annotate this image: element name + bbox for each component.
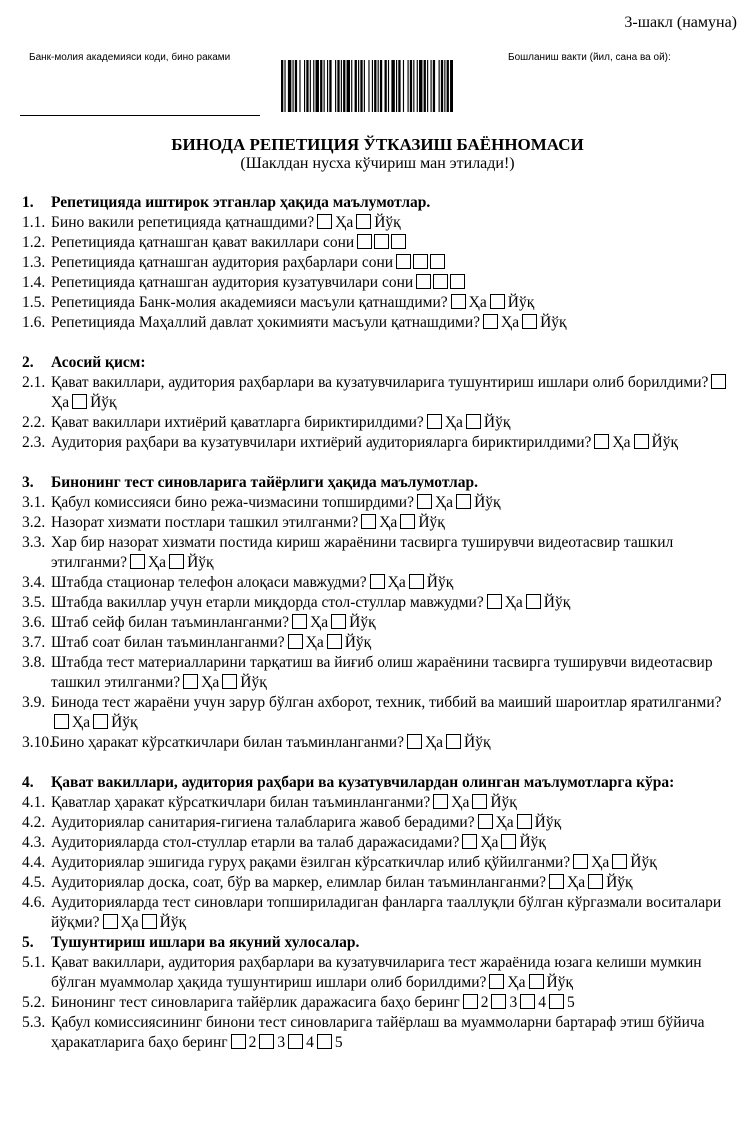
no-label: Йўқ xyxy=(490,794,517,811)
question-number: 1.1. xyxy=(22,214,46,231)
no-checkbox[interactable] xyxy=(490,294,505,309)
question-number: 1.4. xyxy=(22,274,46,291)
no-checkbox[interactable] xyxy=(327,634,342,649)
no-label: Йўқ xyxy=(540,314,567,331)
yes-checkbox[interactable] xyxy=(54,714,69,729)
question-text: Аудиторияларда стол-стуллар етарли ва талаб даражасидами? xyxy=(51,834,460,851)
question-item xyxy=(22,313,738,333)
barcode-bar xyxy=(316,60,319,112)
yes-label: Ҳа xyxy=(495,814,514,831)
barcode-bar xyxy=(337,60,339,112)
barcode-bar xyxy=(374,60,376,112)
question-text: Бино ҳаракат кўрсаткичлари билан таъминланганми? xyxy=(51,734,404,751)
barcode-bar xyxy=(284,60,285,112)
no-checkbox[interactable] xyxy=(356,214,371,229)
question-item xyxy=(22,793,738,813)
question-text: Аудиториялар санитария-гигиена талабларига жавоб берадими? xyxy=(51,814,475,831)
question-text: Аудитория раҳбари ва кузатувчилари ихтиёрий аудиторияларга бириктирилдими? xyxy=(51,434,592,451)
question-item xyxy=(22,613,738,633)
barcode-bar xyxy=(347,60,350,112)
no-label: Йўқ xyxy=(374,214,401,231)
barcode-bar xyxy=(358,60,359,112)
barcode-bar xyxy=(447,60,449,112)
question-text: Штабда вакиллар учун етарли миқдорда стол-стуллар мавжудми? xyxy=(51,594,484,611)
question-item xyxy=(22,1013,738,1053)
question-item xyxy=(22,813,738,833)
barcode-bar xyxy=(410,60,412,112)
yes-label: Ҳа xyxy=(434,494,454,511)
barcode-bar xyxy=(419,60,422,112)
yes-checkbox[interactable] xyxy=(288,634,303,649)
yes-checkbox[interactable] xyxy=(427,414,442,429)
no-label: Йўқ xyxy=(349,614,376,631)
section-title-text: Репетицияда иштирок этганлар ҳақида маълумотлар. xyxy=(51,194,431,211)
barcode-bar xyxy=(403,60,404,112)
section-title-text: Тушунтириш ишлари ва якуний хулосалар. xyxy=(51,934,360,951)
no-label: Йўқ xyxy=(426,574,454,591)
question-number: 3.4. xyxy=(22,574,46,591)
rating-label: 4 xyxy=(538,994,546,1011)
section-title xyxy=(22,193,738,213)
question-number: 2.1. xyxy=(22,374,46,391)
yes-checkbox[interactable] xyxy=(462,834,477,849)
question-item xyxy=(22,213,738,233)
count-input-boxes xyxy=(354,234,409,251)
question-item xyxy=(22,573,738,593)
question-text: Аудиториялар доска, соат, бўр ва маркер, елимлар билан таъминланганми? xyxy=(51,874,546,891)
question-text: Штабда тест материалларини тарқатиш ва йиғиб олиш жараёнини тасвирга туширувчи видеотасвир ташкил этилганми? xyxy=(51,654,713,691)
question-item xyxy=(22,733,738,753)
rating-checkbox[interactable] xyxy=(288,1034,303,1049)
yes-label: Ҳа xyxy=(424,734,444,751)
barcode-bar xyxy=(299,60,300,112)
question-item xyxy=(22,233,738,253)
rating-checkbox[interactable] xyxy=(231,1034,246,1049)
no-label: Йўқ xyxy=(90,394,117,411)
barcode-bar xyxy=(388,60,389,112)
question-item xyxy=(22,993,738,1013)
question-number: 5.3. xyxy=(22,1014,46,1031)
question-text: Репетицияда Банк-молия академияси масъули қатнашдими? xyxy=(51,294,448,311)
yes-label: Ҳа xyxy=(387,574,406,591)
section-spacer xyxy=(22,333,738,353)
question-text: Штаб соат билан таъминланганми? xyxy=(51,634,285,651)
barcode-bar xyxy=(408,60,409,112)
rating-checkbox[interactable] xyxy=(317,1034,332,1049)
section-title-text: Асосий қисм: xyxy=(51,354,146,371)
rating-label: 3 xyxy=(509,994,518,1011)
yes-checkbox[interactable] xyxy=(183,674,198,689)
barcode-bar xyxy=(364,60,365,112)
barcode-bar xyxy=(351,60,352,112)
yes-checkbox[interactable] xyxy=(292,614,307,629)
question-item xyxy=(22,513,738,533)
barcode-bar xyxy=(295,60,297,112)
question-text: Назорат хизмати постлари ташкил этилганми? xyxy=(51,514,359,531)
no-label: Йўқ xyxy=(111,714,138,731)
no-checkbox[interactable] xyxy=(529,974,544,989)
question-item xyxy=(22,533,738,573)
barcode-bar xyxy=(413,60,414,112)
question-item xyxy=(22,633,738,653)
no-label: Йўқ xyxy=(546,974,573,991)
section-title xyxy=(22,353,738,373)
yes-label: Ҳа xyxy=(120,914,139,931)
barcode-bar xyxy=(293,60,294,112)
question-text: Хар бир назорат хизмати постида кириш жараёнини тасвирга туширувчи видеотасвир ташкил этилганми? xyxy=(51,534,674,571)
barcode-bar xyxy=(424,60,426,112)
no-label: Йўқ xyxy=(187,554,214,571)
question-number: 3.5. xyxy=(22,594,46,611)
yes-label: Ҳа xyxy=(310,614,329,631)
yes-label: Ҳа xyxy=(201,674,220,691)
rating-label: 5 xyxy=(334,1034,343,1051)
barcode-bar xyxy=(441,60,443,112)
no-checkbox[interactable] xyxy=(400,514,415,529)
yes-label: Ҳа xyxy=(305,634,324,651)
yes-checkbox[interactable] xyxy=(487,594,502,609)
count-digit-box[interactable] xyxy=(396,254,411,269)
barcode-bar xyxy=(433,60,435,112)
question-number: 5.1. xyxy=(22,954,46,971)
question-number: 4.6. xyxy=(22,894,46,911)
barcode-bar xyxy=(391,60,394,112)
rating-checkbox[interactable] xyxy=(549,994,564,1009)
rating-label: 2 xyxy=(248,1034,257,1051)
question-text: Бинода тест жараёни учун зарур бўлган ахборот, техник, тиббий ва маиший шароитлар яратилганми? xyxy=(51,694,722,711)
no-label: Йўқ xyxy=(507,294,535,311)
question-item xyxy=(22,953,738,993)
yes-checkbox[interactable] xyxy=(130,554,145,569)
yes-checkbox[interactable] xyxy=(433,794,448,809)
question-number: 3.2. xyxy=(22,514,46,531)
yes-checkbox[interactable] xyxy=(594,434,609,449)
start-time-label: Бошланиш вакти (йил, сана ва ой): xyxy=(508,52,671,63)
section-title-text: Бинонинг тест синовларига тайёрлиги ҳақида маълумотлар. xyxy=(51,474,478,491)
question-text: Штабда стационар телефон алоқаси мавжудми? xyxy=(51,574,367,591)
question-text: Қават вакиллари ихтиёрий қаватларга бириктирилдими? xyxy=(51,414,424,431)
yes-checkbox[interactable] xyxy=(573,854,588,869)
yes-label: Ҳа xyxy=(72,714,91,731)
count-digit-box[interactable] xyxy=(413,254,428,269)
barcode-bar xyxy=(431,60,432,112)
barcode-bar xyxy=(327,60,328,112)
section-number: 5. xyxy=(22,934,34,951)
question-number: 3.6. xyxy=(22,614,46,631)
question-number: 2.2. xyxy=(22,414,46,431)
question-number: 2.3. xyxy=(22,434,46,451)
barcode-bar xyxy=(450,60,453,112)
barcode-bar xyxy=(385,60,387,112)
yes-label: Ҳа xyxy=(507,974,526,991)
question-text: Қабул комиссиясининг бинони тест синовларига тайёрлаш ва муаммоларни бартараф этиш бўйича ҳаракатларига баҳо беринг xyxy=(51,1014,705,1051)
barcode-bar xyxy=(343,60,345,112)
question-item xyxy=(22,373,738,413)
barcode-bar xyxy=(288,60,291,112)
barcode-bar xyxy=(396,60,397,112)
yes-checkbox[interactable] xyxy=(317,214,332,229)
no-checkbox[interactable] xyxy=(634,434,649,449)
no-checkbox[interactable] xyxy=(169,554,184,569)
yes-label: Ҳа xyxy=(612,434,631,451)
section-number: 3. xyxy=(22,474,34,491)
yes-label: Ҳа xyxy=(504,594,523,611)
yes-label: Ҳа xyxy=(468,294,487,311)
question-item xyxy=(22,853,738,873)
rating-checkbox[interactable] xyxy=(259,1034,274,1049)
question-item xyxy=(22,593,738,613)
count-digit-box[interactable] xyxy=(450,274,465,289)
question-text: Қават вакиллари, аудитория раҳбарлари ва кузатувчиларига тест жараёнида юзага келиши мумкин бўлган муаммолар ҳақида тушунтириш ишлари олиб борилдими? xyxy=(51,954,702,991)
no-label: Йўқ xyxy=(543,594,571,611)
no-label: Йўқ xyxy=(606,874,633,891)
question-text: Репетицияда қатнашган аудитория кузатувчилари сони xyxy=(51,274,414,291)
question-number: 3.1. xyxy=(22,494,46,511)
barcode-bar xyxy=(341,60,342,112)
document-title: БИНОДА РЕПЕТИЦИЯ ЎТКАЗИШ БАЁННОМАСИ xyxy=(171,135,584,154)
barcode-bar xyxy=(378,60,379,112)
question-text: Бино вакили репетицияда қатнашдими? xyxy=(51,214,315,231)
barcode-bar xyxy=(417,60,418,112)
no-label: Йўқ xyxy=(651,434,678,451)
barcode-bar xyxy=(360,60,362,112)
no-checkbox[interactable] xyxy=(522,314,537,329)
barcode-bar xyxy=(380,60,382,112)
form-number-label: 3-шакл (намуна) xyxy=(624,14,737,31)
rating-label: 5 xyxy=(566,994,575,1011)
rating-label: 2 xyxy=(480,994,489,1011)
question-number: 4.2. xyxy=(22,814,46,831)
rating-label: 3 xyxy=(277,1034,286,1051)
yes-checkbox[interactable] xyxy=(489,974,504,989)
section-number: 2. xyxy=(22,354,34,371)
count-input-boxes xyxy=(413,274,468,291)
no-checkbox[interactable] xyxy=(588,874,603,889)
question-item xyxy=(22,293,738,313)
yes-checkbox[interactable] xyxy=(361,514,376,529)
no-label: Йўқ xyxy=(630,854,657,871)
barcode-bar xyxy=(427,60,428,112)
barcode-bar xyxy=(398,60,400,112)
question-number: 3.8. xyxy=(22,654,46,671)
barcode xyxy=(281,60,453,112)
yes-checkbox[interactable] xyxy=(451,294,466,309)
section-title xyxy=(22,473,738,493)
question-number: 4.3. xyxy=(22,834,46,851)
no-checkbox[interactable] xyxy=(612,854,627,869)
no-checkbox[interactable] xyxy=(93,714,108,729)
no-label: Йўқ xyxy=(534,814,562,831)
question-text: Штаб сейф билан таъминланганми? xyxy=(51,614,290,631)
no-checkbox[interactable] xyxy=(142,914,157,929)
section-spacer xyxy=(22,453,738,473)
question-item xyxy=(22,493,738,513)
question-number: 4.4. xyxy=(22,854,46,871)
question-item xyxy=(22,833,738,853)
yes-checkbox[interactable] xyxy=(483,314,498,329)
barcode-bar xyxy=(320,60,322,112)
question-item xyxy=(22,653,738,693)
no-checkbox[interactable] xyxy=(409,574,424,589)
no-checkbox[interactable] xyxy=(501,834,516,849)
question-text: Репетицияда қатнашган қават вакиллари сони xyxy=(51,234,355,251)
no-checkbox[interactable] xyxy=(331,614,346,629)
question-text: Қаватлар ҳаракат кўрсаткичлари билан таъминланганми? xyxy=(51,794,431,811)
question-text: Бинонинг тест синовларига тайёрлик даражасига баҳо беринг xyxy=(51,994,460,1011)
question-text: Репетицияда Маҳаллий давлат ҳокимияти масъули қатнашдими? xyxy=(51,314,481,331)
no-checkbox[interactable] xyxy=(72,394,87,409)
question-number: 1.3. xyxy=(22,254,46,271)
barcode-bar xyxy=(355,60,357,112)
yes-label: Ҳа xyxy=(567,874,586,891)
yes-label: Ҳа xyxy=(147,554,167,571)
no-checkbox[interactable] xyxy=(446,734,461,749)
barcode-bar xyxy=(368,60,369,112)
no-label: Йўқ xyxy=(159,914,187,931)
question-number: 1.5. xyxy=(22,294,46,311)
barcode-bar xyxy=(310,60,311,112)
barcode-bar xyxy=(335,60,336,112)
barcode-bar xyxy=(439,60,440,112)
question-number: 3.3. xyxy=(22,534,46,551)
no-label: Йўқ xyxy=(474,494,501,511)
questionnaire xyxy=(22,193,738,1053)
document-subtitle: (Шаклдан нусха кўчириш ман этилади!) xyxy=(240,155,515,172)
no-label: Йўқ xyxy=(344,634,372,651)
barcode-bar xyxy=(306,60,308,112)
question-item xyxy=(22,273,738,293)
no-checkbox[interactable] xyxy=(526,594,541,609)
section-title-text: Қават вакиллари, аудитория раҳбари ва кузатувчилардан олинган маълумотларга кўра: xyxy=(51,774,675,791)
barcode-bar xyxy=(444,60,445,112)
count-digit-box[interactable] xyxy=(416,274,431,289)
yes-label: Ҳа xyxy=(335,214,354,231)
no-label: Йўқ xyxy=(240,674,267,691)
question-item xyxy=(22,413,738,433)
section-number: 4. xyxy=(22,774,34,791)
academy-code-label: Банк-молия академияси коди, бино раками xyxy=(29,52,231,63)
count-digit-box[interactable] xyxy=(391,234,406,249)
count-input-boxes xyxy=(393,254,448,271)
question-item xyxy=(22,253,738,273)
no-label: Йўқ xyxy=(519,834,546,851)
yes-checkbox[interactable] xyxy=(478,814,493,829)
question-number: 5.2. xyxy=(22,994,46,1011)
barcode-bar xyxy=(304,60,305,112)
question-number: 4.1. xyxy=(22,794,46,811)
barcode-bar xyxy=(329,60,331,112)
yes-checkbox[interactable] xyxy=(407,734,422,749)
barcode-bar xyxy=(324,60,325,112)
yes-label: Ҳа xyxy=(51,394,70,411)
no-label: Йўқ xyxy=(418,514,445,531)
no-checkbox[interactable] xyxy=(466,414,481,429)
section-spacer xyxy=(22,753,738,773)
yes-label: Ҳа xyxy=(480,834,499,851)
yes-label: Ҳа xyxy=(379,514,398,531)
question-item xyxy=(22,893,738,933)
yes-label: Ҳа xyxy=(501,314,520,331)
yes-checkbox[interactable] xyxy=(103,914,118,929)
question-number: 3.9. xyxy=(22,694,46,711)
no-label: Йўқ xyxy=(464,734,491,751)
yes-checkbox[interactable] xyxy=(711,374,726,389)
count-digit-box[interactable] xyxy=(430,254,445,269)
yes-label: Ҳа xyxy=(451,794,470,811)
barcode-bar xyxy=(372,60,373,112)
yes-checkbox[interactable] xyxy=(417,494,432,509)
academy-code-field[interactable] xyxy=(20,115,260,116)
no-label: Йўқ xyxy=(483,414,511,431)
question-text: Репетицияда қатнашган аудитория раҳбарлари сони xyxy=(51,254,394,271)
question-text: Қабул комиссияси бино режа-чизмасини топширдими? xyxy=(51,494,414,511)
no-checkbox[interactable] xyxy=(222,674,237,689)
question-item xyxy=(22,873,738,893)
rating-checkbox[interactable] xyxy=(491,994,506,1009)
section-title xyxy=(22,773,738,793)
rating-checkbox[interactable] xyxy=(463,994,478,1009)
section-title xyxy=(22,933,738,953)
count-digit-box[interactable] xyxy=(433,274,448,289)
no-checkbox[interactable] xyxy=(456,494,471,509)
rating-label: 4 xyxy=(306,1034,314,1051)
barcode-bar xyxy=(313,60,314,112)
yes-checkbox[interactable] xyxy=(549,874,564,889)
question-text: Аудиторияларда тест синовлари топшириладиган фанларга тааллуқли бўлган кўргазмали воситалари йўқми? xyxy=(51,894,722,931)
question-number: 1.2. xyxy=(22,234,46,251)
no-checkbox[interactable] xyxy=(517,814,532,829)
question-text: Аудиториялар эшигида гуруҳ рақами ёзилган кўрсаткичлар илиб қўйилганми? xyxy=(51,854,571,871)
yes-label: Ҳа xyxy=(591,854,610,871)
barcode-bar xyxy=(281,60,283,112)
count-digit-box[interactable] xyxy=(374,234,389,249)
yes-checkbox[interactable] xyxy=(370,574,385,589)
question-text: Қават вакиллари, аудитория раҳбарлари ва кузатувчиларига тушунтириш ишлари олиб борилдими? xyxy=(51,374,709,391)
question-number: 3.7. xyxy=(22,634,46,651)
question-number: 3.10. xyxy=(22,734,53,751)
count-digit-box[interactable] xyxy=(357,234,372,249)
question-item xyxy=(22,433,738,453)
question-number: 1.6. xyxy=(22,314,46,331)
question-item xyxy=(22,693,738,733)
rating-checkbox[interactable] xyxy=(520,994,535,1009)
section-number: 1. xyxy=(22,194,34,211)
yes-label: Ҳа xyxy=(444,414,463,431)
question-number: 4.5. xyxy=(22,874,46,891)
no-checkbox[interactable] xyxy=(472,794,487,809)
